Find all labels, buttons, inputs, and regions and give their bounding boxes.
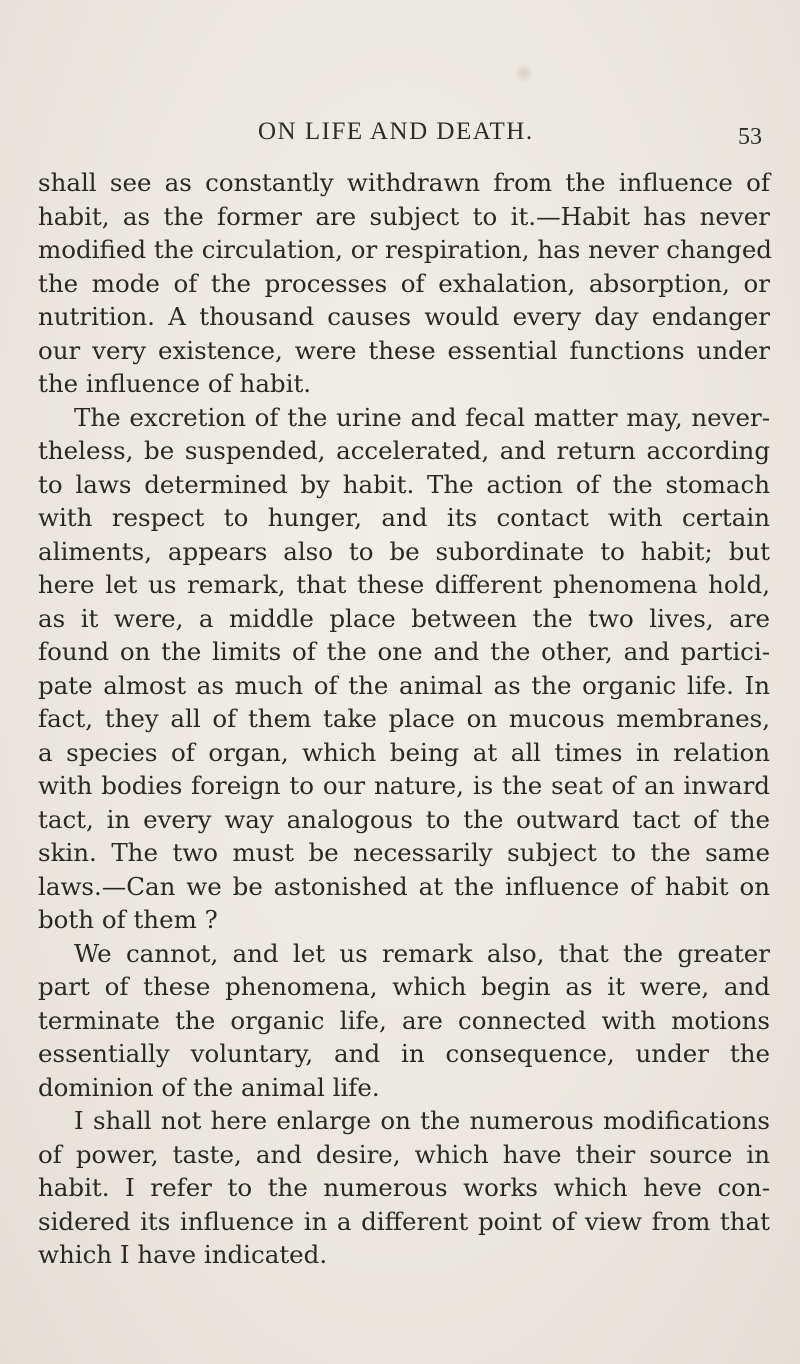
text-line: a species of organ, which being at all times in relation [38,737,770,767]
text-line: shall see as constantly withdrawn from the influence of [38,168,770,197]
text-line: found on the limits of the one and the other, and partici- [38,637,770,666]
text-line: part of these phenomena, which begin as it were, and [38,972,770,1001]
text-line: habit. I refer to the numerous works which heve con- [38,1173,770,1202]
text-line: terminate the organic life, are connected with motions [38,1005,770,1035]
text-line: modified the circulation, or respiration, has never changed [38,235,772,264]
ink-smudge [515,62,533,84]
text-line: both of them ? [38,905,218,934]
text-line: with respect to hunger, and its contact with certain [38,503,770,532]
body-text [38,166,770,1272]
text-line: sidered its influence in a different point of view from that [38,1206,770,1236]
text-line: dominion of the animal life. [38,1072,380,1102]
text-line: We cannot, and let us remark also, that the greater [74,938,770,968]
text-line: the influence of habit. [38,369,312,398]
text-line: habit, as the former are subject to it.—Habit has never [38,201,770,231]
text-line: theless, be suspended, accelerated, and return according [38,436,770,465]
text-line: nutrition. A thousand causes would every day endanger [38,302,770,331]
text-line: here let us remark, that these different phenomena hold, [38,570,770,599]
text-line: with bodies foreign to our nature, is the seat of an inward [38,771,770,800]
text-line: of power, taste, and desire, which have their source in [38,1139,770,1169]
page-number: 53 [738,124,762,150]
text-line: fact, they all of them take place on mucous membranes, [38,704,770,733]
text-line: our very existence, were these essential functions under [38,335,770,365]
text-line: The excretion of the urine and fecal matter may, never- [74,402,770,432]
text-line: as it were, a middle place between the two lives, are [38,603,770,633]
text-line: pate almost as much of the animal as the organic life. In [38,670,770,700]
text-line: I shall not here enlarge on the numerous modifications [74,1106,770,1135]
running-head: ON LIFE AND DEATH. [258,118,534,145]
text-line: essentially voluntary, and in consequence, under the [38,1039,770,1068]
text-line: skin. The two must be necessarily subject to the same [38,838,770,867]
text-line: the mode of the processes of exhalation, absorption, or [38,268,770,298]
text-line: to laws determined by habit. The action of the stomach [38,469,770,499]
text-line: aliments, appears also to be subordinate to habit; but [38,536,770,566]
text-line: tact, in every way analogous to the outward tact of the [38,804,770,834]
text-line: which I have indicated. [38,1240,328,1269]
text-line: laws.—Can we be astonished at the influence of habit on [38,871,770,901]
